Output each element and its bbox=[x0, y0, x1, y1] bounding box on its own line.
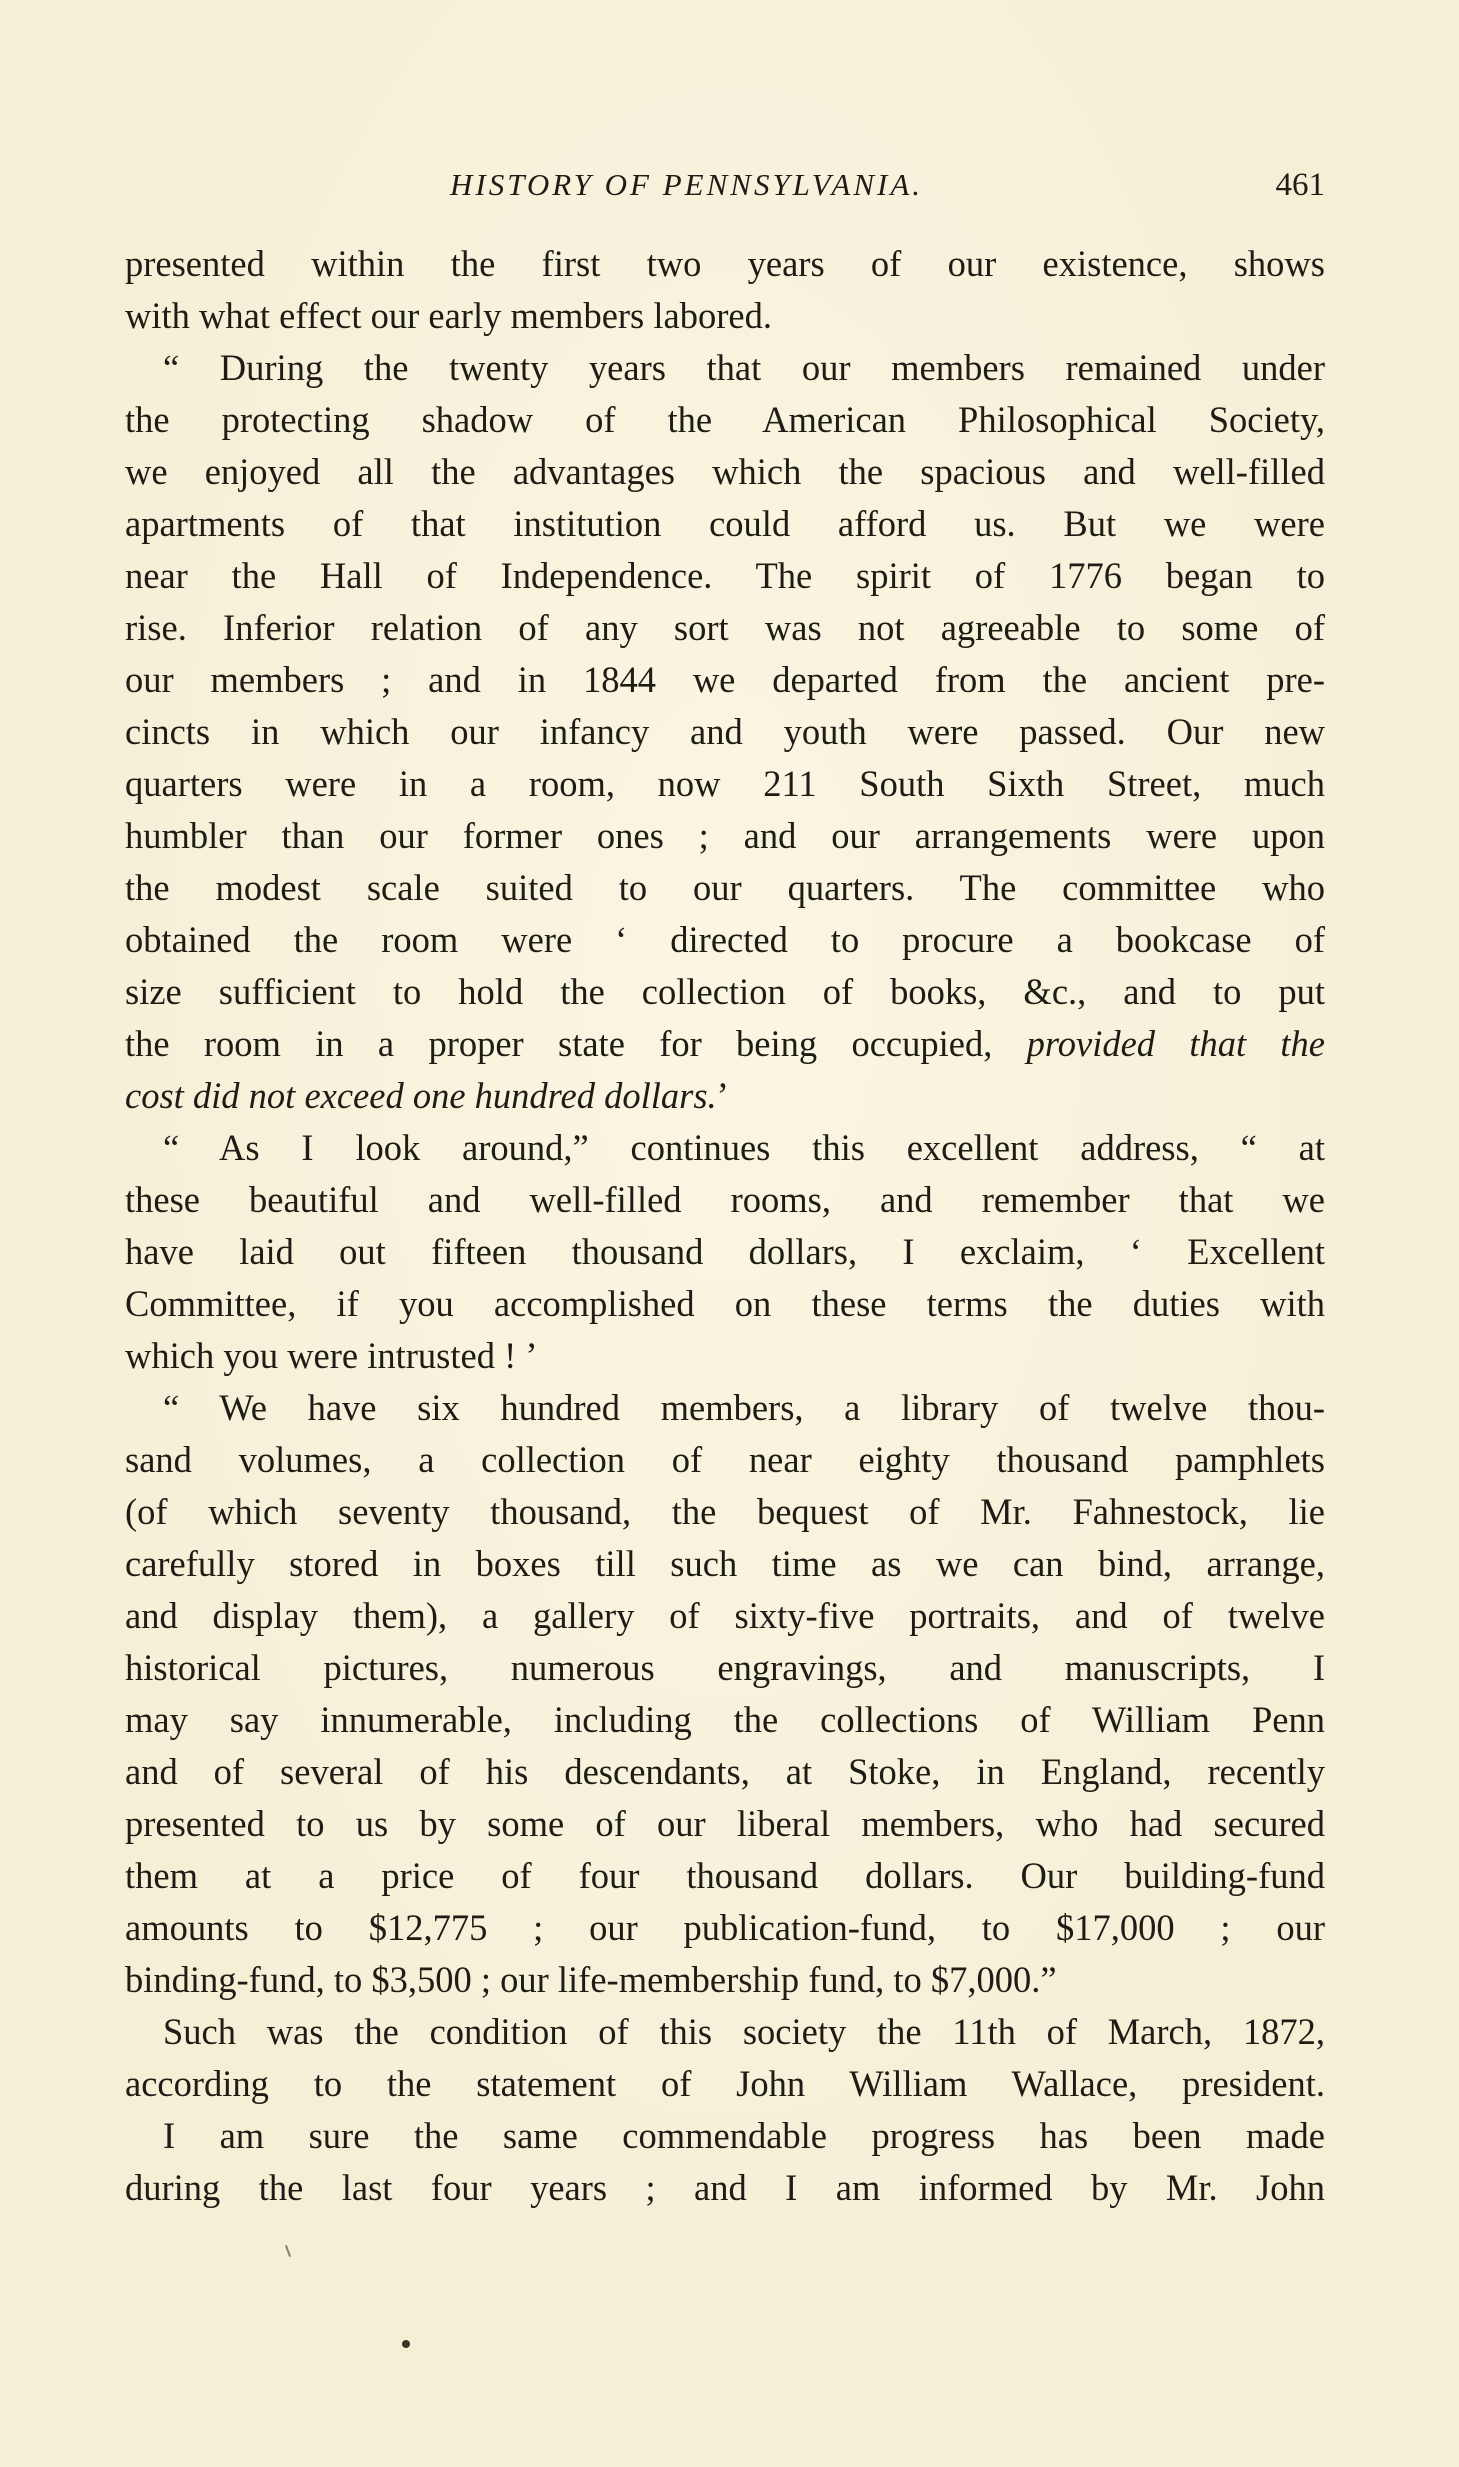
text-line: during the last four years ; and I am informed by Mr. John bbox=[125, 2167, 1325, 2208]
italic-phrase: provided that the bbox=[1026, 1023, 1325, 1064]
text-line: presented within the first two years of our existence, shows bbox=[125, 243, 1325, 284]
text-line: rise. Inferior relation of any sort was not agreeable to some of bbox=[125, 607, 1325, 648]
text-line: (of which seventy thousand, the bequest of Mr. Fahnestock, lie bbox=[125, 1491, 1325, 1532]
text-line: and of several of his descendants, at Stoke, in England, recently bbox=[125, 1751, 1325, 1792]
text-line: binding-fund, to $3,500 ; our life-membership fund, to $7,000.” bbox=[125, 1959, 1057, 2000]
text-line: quarters were in a room, now 211 South Sixth Street, much bbox=[125, 763, 1325, 804]
text-line: “ We have six hundred members, a library of twelve thou- bbox=[163, 1387, 1325, 1428]
text-line: obtained the room were ‘ directed to procure a bookcase of bbox=[125, 919, 1325, 960]
text-line: I am sure the same commendable progress has been made bbox=[163, 2115, 1325, 2156]
paper-speck-dot bbox=[402, 2340, 410, 2348]
text-line: which you were intrusted ! ’ bbox=[125, 1335, 538, 1376]
text-line: humbler than our former ones ; and our arrangements were upon bbox=[125, 815, 1325, 856]
text-line: “ During the twenty years that our members remained under bbox=[163, 347, 1325, 388]
body-text bbox=[125, 238, 1325, 2214]
running-title: HISTORY OF PENNSYLVANIA. bbox=[450, 167, 924, 202]
paper-speck-mark bbox=[285, 2245, 291, 2257]
text-line: according to the statement of John William Wallace, president. bbox=[125, 2063, 1325, 2104]
text-line: sand volumes, a collection of near eighty thousand pamphlets bbox=[125, 1439, 1325, 1480]
text-line: Committee, if you accomplished on these terms the duties with bbox=[125, 1283, 1325, 1324]
text-line: we enjoyed all the advantages which the spacious and well-filled bbox=[125, 451, 1325, 492]
text-line: amounts to $12,775 ; our publication-fund, to $17,000 ; our bbox=[125, 1907, 1325, 1948]
text-line: these beautiful and well-filled rooms, and remember that we bbox=[125, 1179, 1325, 1220]
text-line: and display them), a gallery of sixty-five portraits, and of twelve bbox=[125, 1595, 1325, 1636]
text-line: size sufficient to hold the collection of books, &c., and to put bbox=[125, 971, 1325, 1012]
text-line: the room in a proper state for being occupied, provided that the bbox=[125, 1023, 1325, 1064]
text-line: them at a price of four thousand dollars. Our building-fund bbox=[125, 1855, 1325, 1896]
text-line: historical pictures, numerous engravings, and manuscripts, I bbox=[125, 1647, 1325, 1688]
text-line: Such was the condition of this society the 11th of March, 1872, bbox=[163, 2011, 1325, 2052]
text-line: cincts in which our infancy and youth were passed. Our new bbox=[125, 711, 1325, 752]
text-line: our members ; and in 1844 we departed from the ancient pre- bbox=[125, 659, 1325, 700]
text-line: may say innumerable, including the collections of William Penn bbox=[125, 1699, 1325, 1740]
text-line: near the Hall of Independence. The spirit of 1776 began to bbox=[125, 555, 1325, 596]
text-line: with what effect our early members labored. bbox=[125, 295, 772, 336]
text-line: the modest scale suited to our quarters. The committee who bbox=[125, 867, 1325, 908]
page-number: 461 bbox=[1275, 167, 1325, 203]
text-line: carefully stored in boxes till such time as we can bind, arrange, bbox=[125, 1543, 1325, 1584]
running-head bbox=[125, 160, 1325, 210]
text-line: presented to us by some of our liberal members, who had secured bbox=[125, 1803, 1325, 1844]
text-line: have laid out fifteen thousand dollars, I exclaim, ‘ Excellent bbox=[125, 1231, 1325, 1272]
text-line: the protecting shadow of the American Philosophical Society, bbox=[125, 399, 1325, 440]
text-line: cost did not exceed one hundred dollars.’ bbox=[125, 1075, 729, 1116]
text-line: “ As I look around,” continues this excellent address, “ at bbox=[163, 1127, 1325, 1168]
text-line: apartments of that institution could afford us. But we were bbox=[125, 503, 1325, 544]
italic-phrase: cost did not exceed one hundred dollars. bbox=[125, 1075, 717, 1116]
